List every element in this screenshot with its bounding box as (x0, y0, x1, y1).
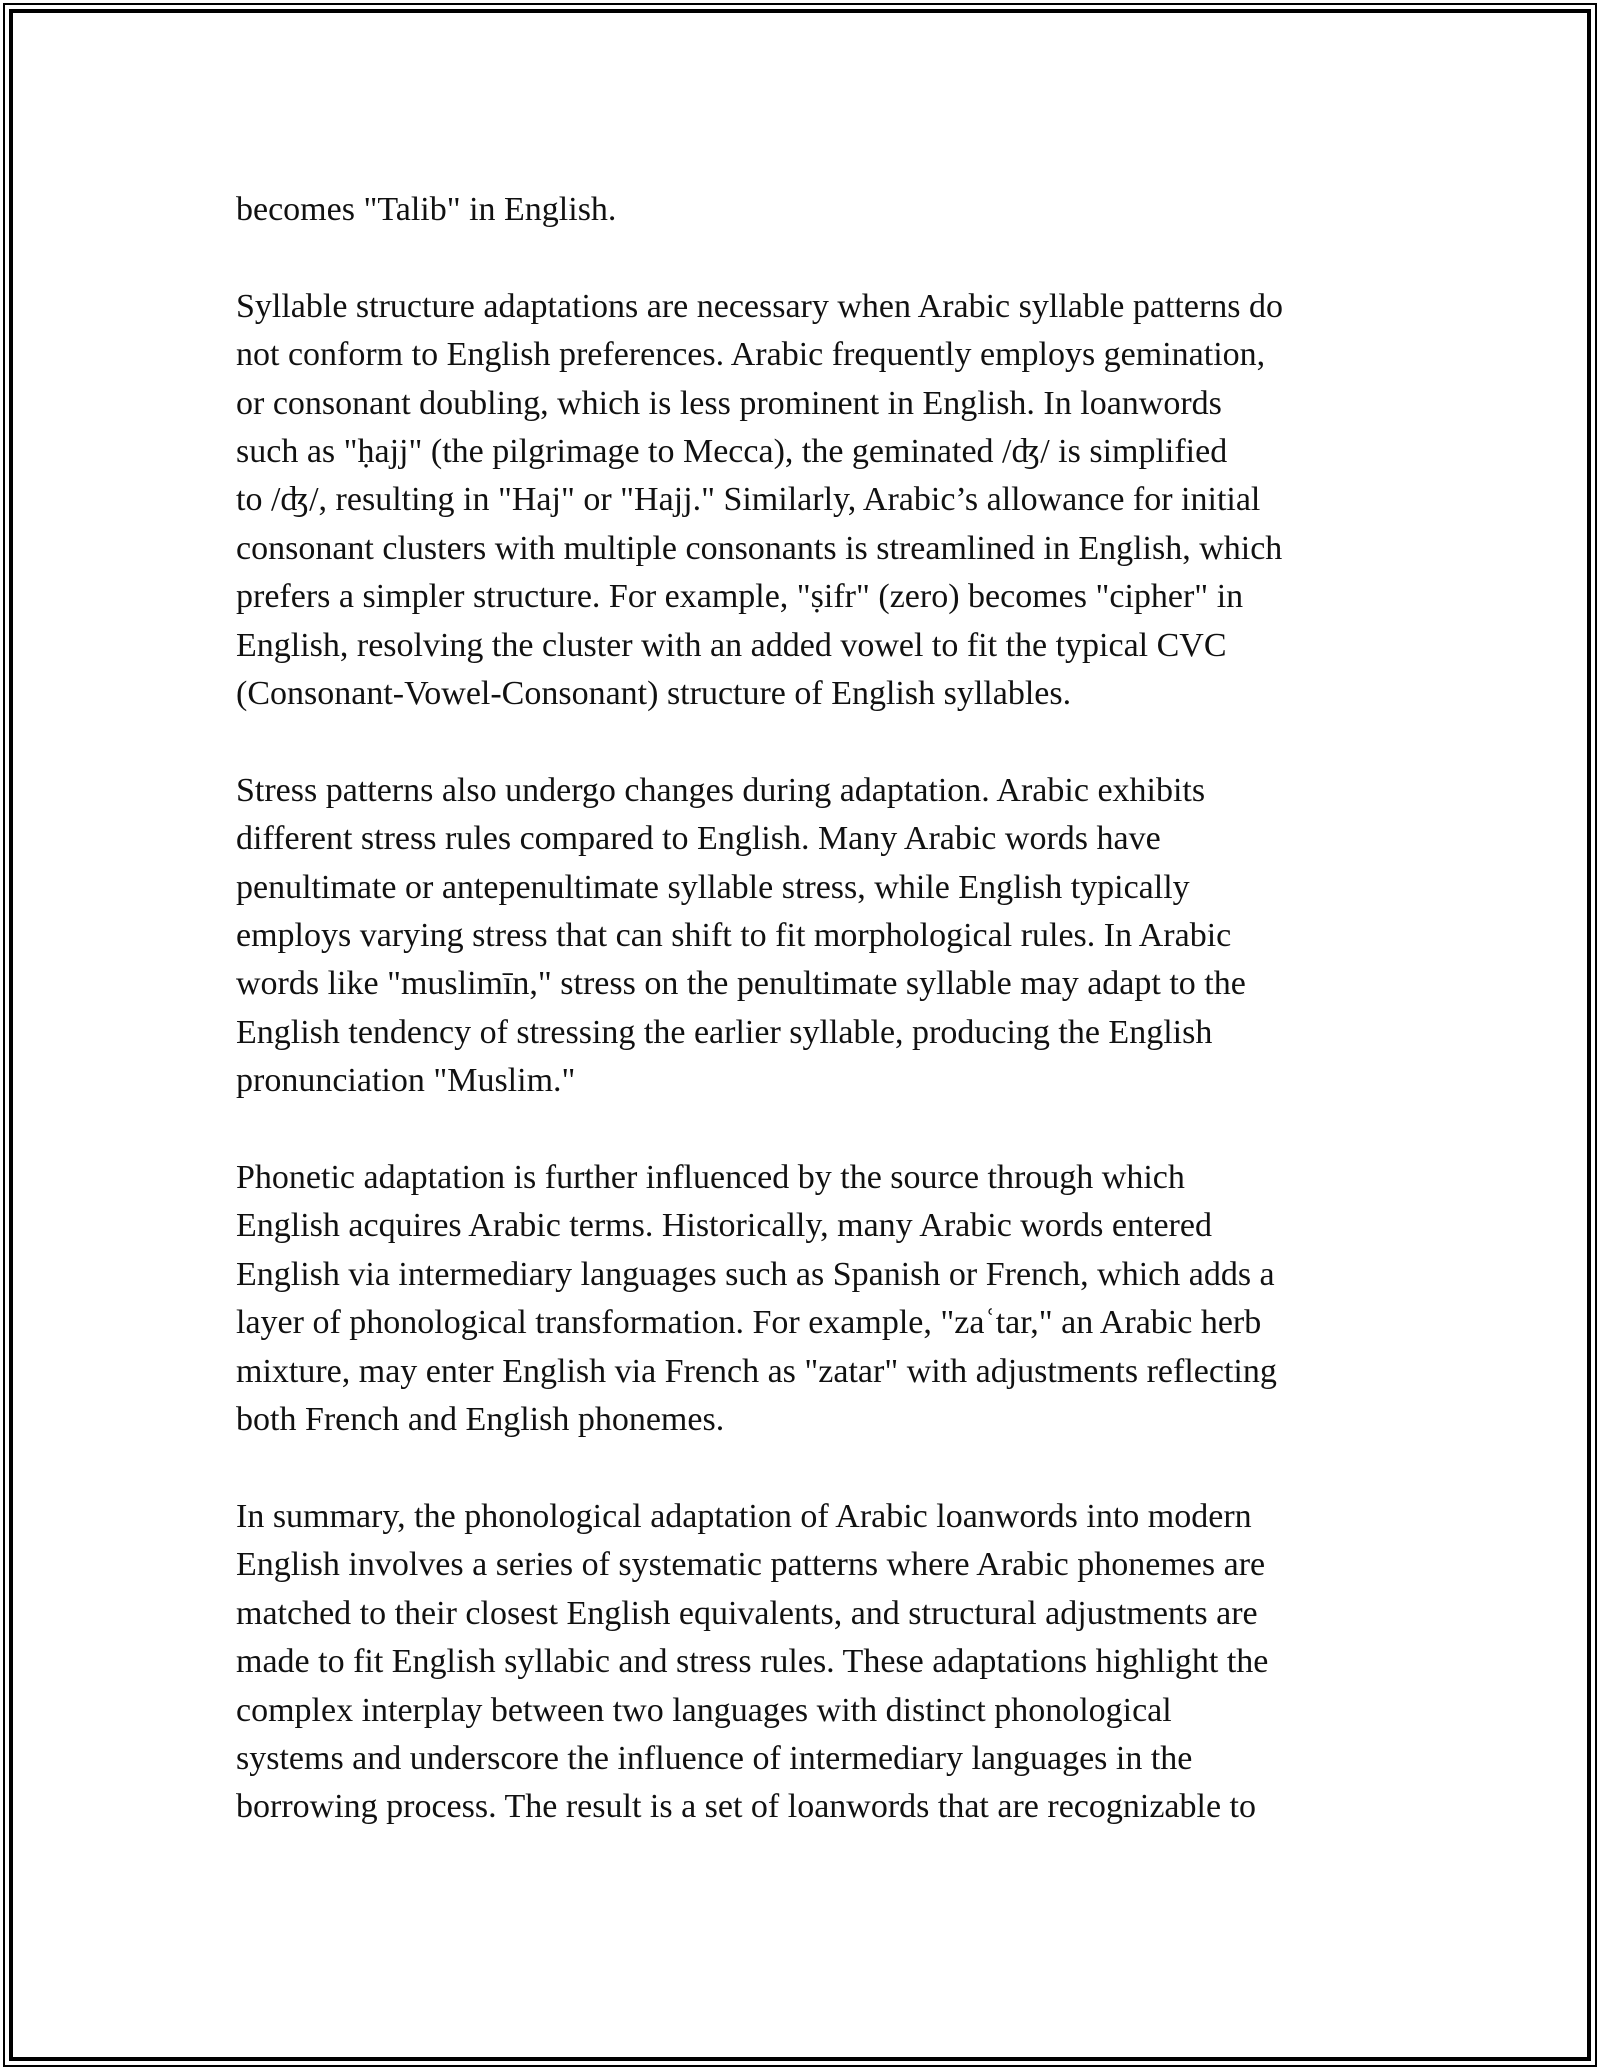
paragraph-syllable-structure (236, 283, 1386, 719)
text-line: English involves a series of systematic patterns where Arabic phonemes are (236, 1546, 1266, 1584)
paragraph-phonetic-adaptation (236, 1154, 1386, 1444)
document-body (236, 186, 1386, 1880)
text-line: different stress rules compared to English. Many Arabic words have (236, 820, 1161, 858)
text-line: matched to their closest English equivalents, and structural adjustments are (236, 1594, 1258, 1632)
text-line: such as "ḥajj" (the pilgrimage to Mecca), the geminated /ʤ/ is simplified (236, 433, 1228, 471)
text-line: consonant clusters with multiple consonants is streamlined in English, which (236, 529, 1283, 567)
paragraph-talib-ending (236, 186, 1386, 234)
text-line: English acquires Arabic terms. Historically, many Arabic words entered (236, 1207, 1212, 1245)
text-line: words like "muslimīn," stress on the penultimate syllable may adapt to the (236, 965, 1246, 1003)
text-line: Stress patterns also undergo changes during adaptation. Arabic exhibits (236, 771, 1206, 809)
paragraph-summary (236, 1493, 1386, 1832)
text-line: prefers a simpler structure. For example, "ṣifr" (zero) becomes "cipher" in (236, 578, 1244, 616)
text-line: pronunciation "Muslim." (236, 1062, 576, 1100)
text-line: borrowing process. The result is a set of loanwords that are recognizable to (236, 1788, 1256, 1826)
text-line: (Consonant-Vowel-Consonant) structure of English syllables. (236, 675, 1072, 713)
text-line: to /ʤ/, resulting in "Haj" or "Hajj." Similarly, Arabic’s allowance for initial (236, 481, 1261, 519)
text-line: English via intermediary languages such as Spanish or French, which adds a (236, 1255, 1275, 1293)
text-line: or consonant doubling, which is less prominent in English. In loanwords (236, 384, 1222, 422)
text-line: made to fit English syllabic and stress rules. These adaptations highlight the (236, 1643, 1269, 1681)
text-line: complex interplay between two languages with distinct phonological (236, 1691, 1172, 1729)
text-line: mixture, may enter English via French as "zatar" with adjustments reflecting (236, 1352, 1277, 1390)
text-line: Syllable structure adaptations are necessary when Arabic syllable patterns do (236, 287, 1284, 325)
text-line: both French and English phonemes. (236, 1401, 725, 1439)
text-line: becomes "Talib" in English. (236, 191, 617, 228)
text-line: employs varying stress that can shift to fit morphological rules. In Arabic (236, 917, 1232, 955)
text-line: English, resolving the cluster with an added vowel to fit the typical CVC (236, 626, 1227, 664)
text-line: In summary, the phonological adaptation of Arabic loanwords into modern (236, 1497, 1252, 1535)
text-line: English tendency of stressing the earlier syllable, producing the English (236, 1013, 1213, 1051)
text-line: Phonetic adaptation is further influenced by the source through which (236, 1159, 1185, 1197)
text-line: systems and underscore the influence of intermediary languages in the (236, 1739, 1193, 1777)
text-line: penultimate or antepenultimate syllable stress, while English typically (236, 868, 1190, 906)
text-line: not conform to English preferences. Arabic frequently employs gemination, (236, 336, 1266, 374)
paragraph-stress-patterns (236, 767, 1386, 1106)
text-line: layer of phonological transformation. For example, "zaʿtar," an Arabic herb (236, 1304, 1262, 1342)
